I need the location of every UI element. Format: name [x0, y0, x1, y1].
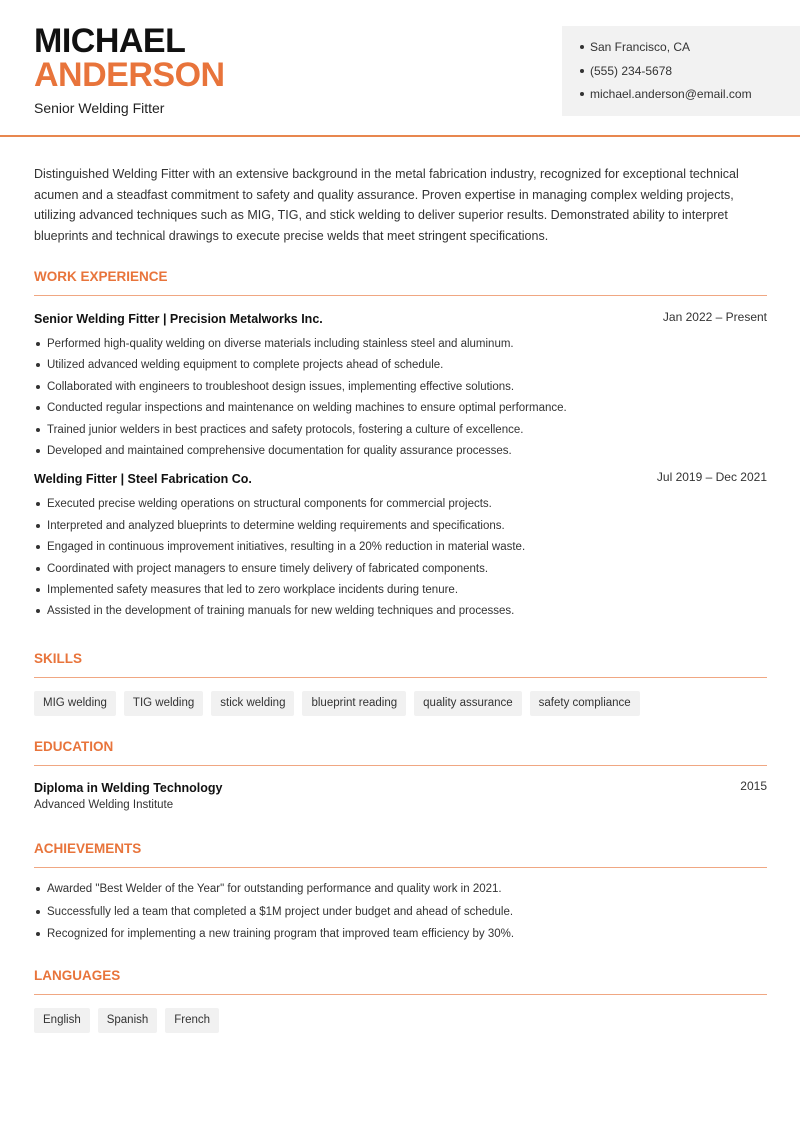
list-item: Assisted in the development of training manuals for new welding techniques and processes. [34, 603, 767, 624]
job-bullets [34, 496, 767, 624]
job-title-headline: Senior Welding Fitter [34, 100, 165, 116]
job-bullets [34, 336, 767, 464]
graduation-year: 2015 [740, 779, 767, 793]
list-item: Awarded "Best Welder of the Year" for outstanding performance and quality work in 2021. [34, 881, 767, 904]
education-entry [34, 779, 767, 799]
list-item: Recognized for implementing a new training program that improved team efficiency by 30%. [34, 926, 767, 949]
skill-tag: safety compliance [530, 691, 640, 716]
achievement-list [34, 881, 767, 949]
list-item: Engaged in continuous improvement initiatives, resulting in a 20% reduction in material waste. [34, 539, 767, 560]
job-dates: Jan 2022 – Present [662, 310, 767, 324]
school-name: Advanced Welding Institute [34, 799, 174, 811]
list-item: Successfully led a team that completed a $1M project under budget and ahead of schedule. [34, 904, 767, 927]
list-item: Collaborated with engineers to troubleshoot design issues, implementing effective solutions. [34, 379, 767, 400]
skill-tag: quality assurance [414, 691, 522, 716]
list-item: Executed precise welding operations on structural components for commercial projects. [34, 496, 767, 517]
section-heading: WORK EXPERIENCE [34, 268, 767, 296]
job-dates: Jul 2019 – Dec 2021 [656, 470, 767, 485]
language-tag: French [165, 1008, 219, 1033]
degree-name: Diploma in Welding Technology [34, 781, 223, 795]
skill-tag: MIG welding [34, 691, 116, 716]
list-item: Trained junior welders in best practices and safety protocols, fostering a culture of excellence. [34, 422, 767, 443]
skill-tag: stick welding [211, 691, 294, 716]
list-item: Coordinated with project managers to ensure timely delivery of fabricated components. [34, 561, 767, 582]
contact-phone: (555) 234-5678 [580, 63, 800, 87]
work-experience-section [34, 268, 767, 625]
achievements-section [34, 840, 767, 949]
education-section [34, 738, 767, 811]
job-header [34, 310, 767, 330]
contact-email[interactable]: michael.anderson@email.com [580, 86, 800, 110]
section-heading: LANGUAGES [34, 967, 767, 995]
contact-location: San Francisco, CA [580, 39, 800, 63]
section-heading: EDUCATION [34, 738, 767, 766]
list-item: Conducted regular inspections and maintenance on welding machines to ensure optimal performance. [34, 400, 767, 421]
section-heading: SKILLS [34, 650, 767, 678]
skills-section [34, 650, 767, 716]
first-name: MICHAEL [34, 22, 186, 60]
summary-paragraph: Distinguished Welding Fitter with an extensive background in the metal fabrication industry, recognized for exceptional technical acumen and a steadfast commitment to safety and quality assurance. Proven expertise in managing complex welding projects, utilizing advanced techniques such as MIG, TIG, and stick welding to deliver superior results. Demonstrated ability to interpret blueprints and technical drawings to execute precise welds that meet stringent specifications. [34, 167, 739, 243]
skill-tag: TIG welding [124, 691, 203, 716]
last-name: ANDERSON [34, 56, 225, 94]
languages-section [34, 967, 767, 1033]
job-header [34, 470, 767, 490]
language-tags [34, 1008, 767, 1033]
list-item: Interpreted and analyzed blueprints to determine welding requirements and specifications. [34, 518, 767, 539]
skill-tag: blueprint reading [302, 691, 406, 716]
list-item: Performed high-quality welding on diverse materials including stainless steel and aluminum. [34, 336, 767, 357]
contact-box [562, 26, 800, 116]
list-item: Utilized advanced welding equipment to complete projects ahead of schedule. [34, 357, 767, 378]
list-item: Developed and maintained comprehensive documentation for quality assurance processes. [34, 443, 767, 464]
language-tag: English [34, 1008, 90, 1033]
language-tag: Spanish [98, 1008, 158, 1033]
resume-header [0, 0, 800, 137]
job-title: Senior Welding Fitter | Precision Metalworks Inc. [34, 312, 323, 326]
section-heading: ACHIEVEMENTS [34, 840, 767, 868]
job-title: Welding Fitter | Steel Fabrication Co. [34, 472, 252, 487]
skill-tags [34, 691, 767, 716]
list-item: Implemented safety measures that led to zero workplace incidents during tenure. [34, 582, 767, 603]
